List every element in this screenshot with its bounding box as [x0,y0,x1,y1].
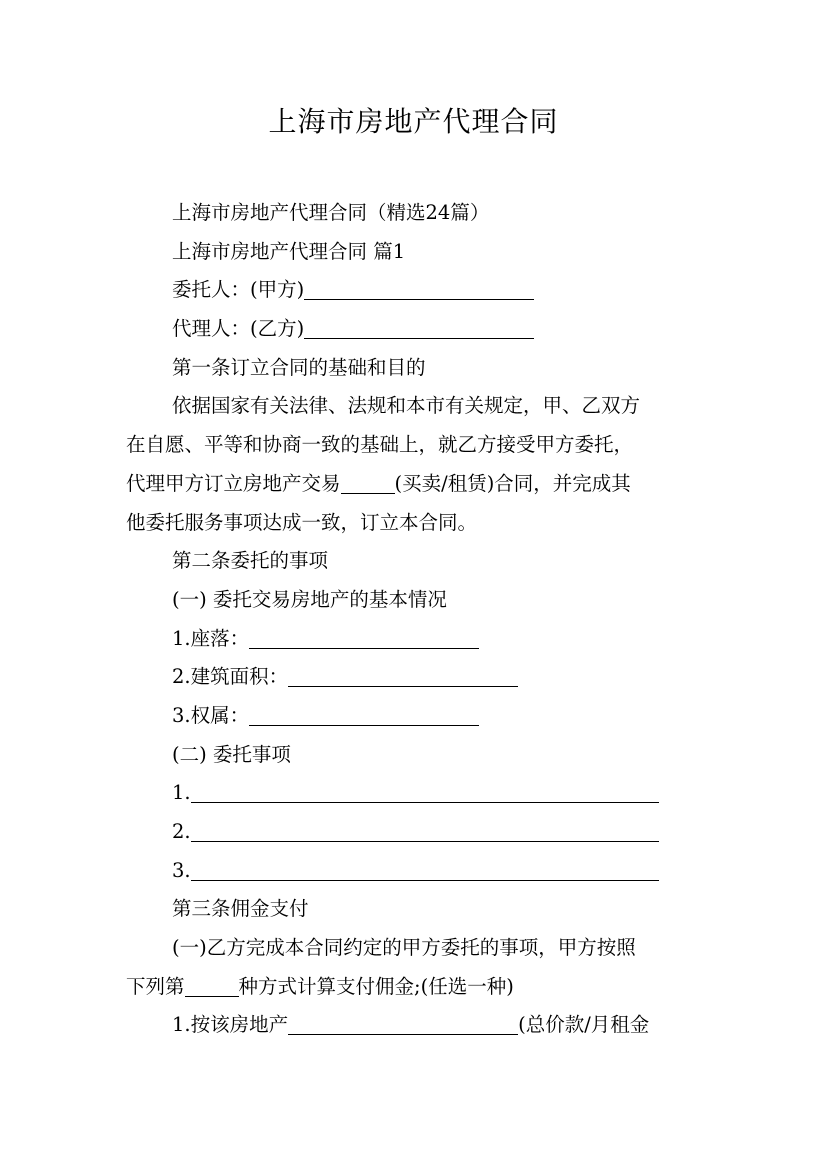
paragraph-line [126,542,704,581]
line-text: 依据国家有关法律、法规和本市有关规定，甲、乙双方 [172,394,641,418]
paragraph-line [126,581,704,620]
paragraph-line [126,387,704,426]
paragraph-line [126,774,704,813]
paragraph-line [126,426,704,465]
line-text: 3. [172,858,191,882]
line-text: (二) 委托事项 [172,742,291,766]
fill-in-blank [191,780,659,803]
line-text-after-blank: (总价款/月租金 [518,1013,650,1037]
line-text: 1.座落： [172,626,250,650]
fill-in-blank [249,626,479,649]
line-text: 第三条佣金支付 [172,897,309,921]
paragraph-line [126,813,704,852]
paragraph-line [126,852,704,891]
paragraph-line [126,349,704,388]
paragraph-line [126,736,704,775]
line-text: 第二条委托的事项 [172,549,329,573]
fill-in-blank [191,819,659,842]
paragraph-line [126,890,704,929]
line-text: 1. [172,781,191,805]
line-text: 上海市房地产代理合同 篇1 [172,239,406,263]
fill-in-blank [288,1012,518,1035]
line-text: 第一条订立合同的基础和目的 [172,355,426,379]
paragraph-line [126,1006,704,1045]
document-title: 上海市房地产代理合同 [268,105,559,138]
fill-in-blank [304,316,534,339]
paragraph-line [126,697,704,736]
fill-in-blank [191,858,659,881]
line-text: 代理甲方订立房地产交易 [126,471,341,495]
fill-in-blank [341,471,395,494]
line-text: 2.建筑面积： [172,665,289,689]
line-text: 下列第 [126,974,185,998]
fill-in-blank [304,277,534,300]
line-text: 1.按该房地产 [172,1013,289,1037]
fill-in-blank [249,703,479,726]
document-body [126,194,704,1045]
paragraph-line [126,929,704,968]
fill-in-blank [185,974,239,997]
paragraph-line [126,194,704,233]
paragraph-line [126,620,704,659]
paragraph-line [126,504,704,543]
line-text: 在自愿、平等和协商一致的基础上，就乙方接受甲方委托， [126,433,634,457]
line-text-after-blank: 种方式计算支付佣金;(任选一种) [238,974,514,998]
line-text: 2. [172,820,191,843]
line-text-after-blank: (买卖/租赁)合同，并完成其 [394,471,631,495]
line-text: 委托人：(甲方) [172,278,305,302]
paragraph-line [126,271,704,310]
paragraph-line [126,968,704,1007]
line-text: 上海市房地产代理合同（精选24篇） [172,201,490,224]
paragraph-line [126,658,704,697]
line-text: (一) 委托交易房地产的基本情况 [172,587,447,611]
line-text: 他委托服务事项达成一致，订立本合同。 [126,510,478,534]
paragraph-line [126,233,704,272]
line-text: 3.权属： [172,703,250,727]
line-text: (一)乙方完成本合同约定的甲方委托的事项，甲方按照 [172,936,636,960]
paragraph-line [126,310,704,349]
line-text: 代理人：(乙方) [172,317,305,341]
fill-in-blank [288,664,518,687]
paragraph-line [126,465,704,504]
